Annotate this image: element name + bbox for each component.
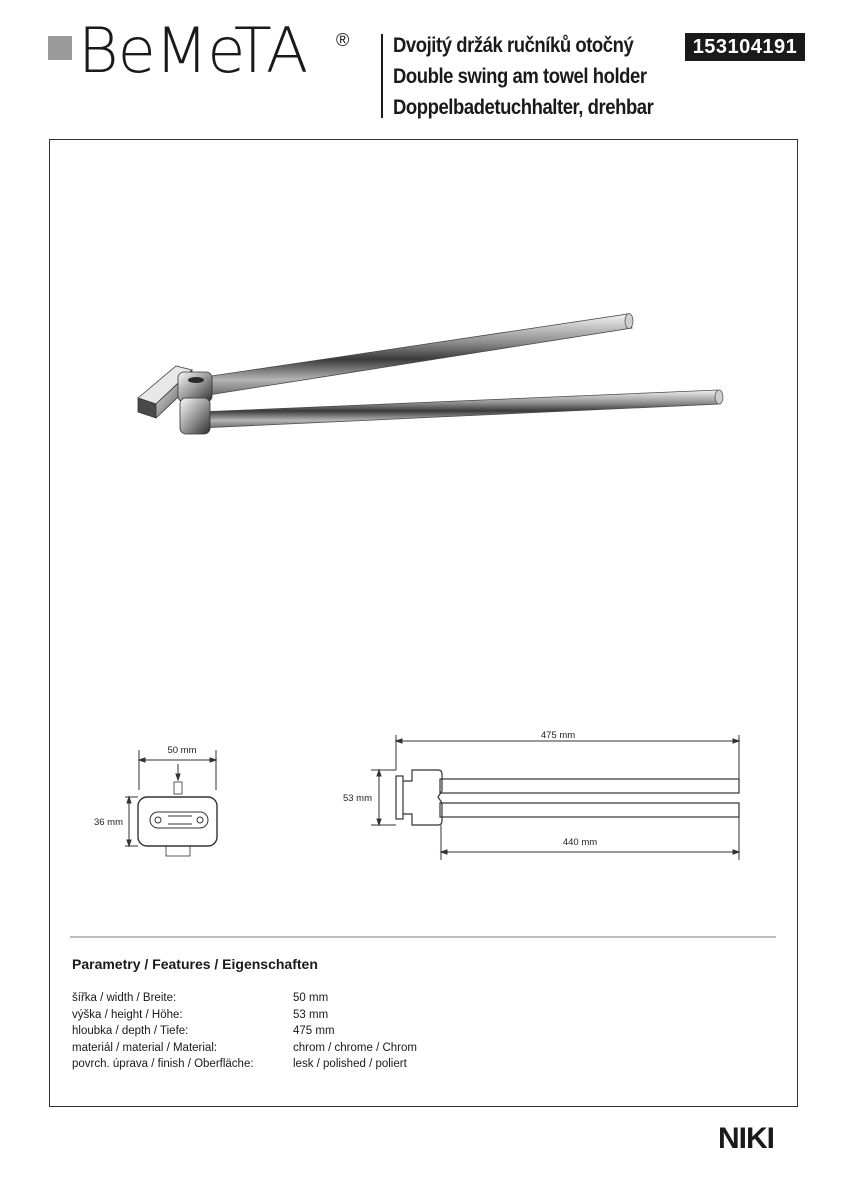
feature-value: lesk / polished / poliert <box>293 1058 407 1070</box>
side-view-drawing <box>371 735 739 860</box>
feature-label: hloubka / depth / Tiefe: <box>72 1025 189 1037</box>
feature-value: chrom / chrome / Chrom <box>293 1041 417 1054</box>
feature-label: povrch. úprava / finish / Oberfläche: <box>72 1058 254 1070</box>
feature-value: 53 mm <box>293 1008 329 1021</box>
logo-text: BeMeTA <box>78 14 308 87</box>
height-dimension-label: 36 mm <box>93 817 123 828</box>
overall-length-label: 475 mm <box>540 730 576 741</box>
section-divider <box>70 936 776 938</box>
feature-label: materiál / material / Material: <box>72 1041 218 1054</box>
title-german: Doppelbadetuchhalter, drehbar <box>393 96 654 119</box>
feature-value: 475 mm <box>293 1025 335 1037</box>
front-view-drawing <box>125 750 217 856</box>
overall-height-label: 53 mm <box>342 793 372 804</box>
series-name: NIKI <box>718 1122 774 1155</box>
feature-value: 50 mm <box>293 992 329 1004</box>
registered-mark: ® <box>336 30 350 50</box>
product-code-badge: 153104191 <box>685 33 805 61</box>
width-dimension-label: 50 mm <box>167 745 197 756</box>
bar-length-label: 440 mm <box>562 837 598 848</box>
features-heading: Parametry / Features / Eigenschaften <box>72 956 318 972</box>
feature-label: šířka / width / Breite: <box>72 992 177 1004</box>
title-czech: Dvojitý držák ručníků otočný <box>393 34 634 57</box>
feature-label: výška / height / Höhe: <box>72 1008 183 1021</box>
title-english: Double swing am towel holder <box>393 65 647 88</box>
